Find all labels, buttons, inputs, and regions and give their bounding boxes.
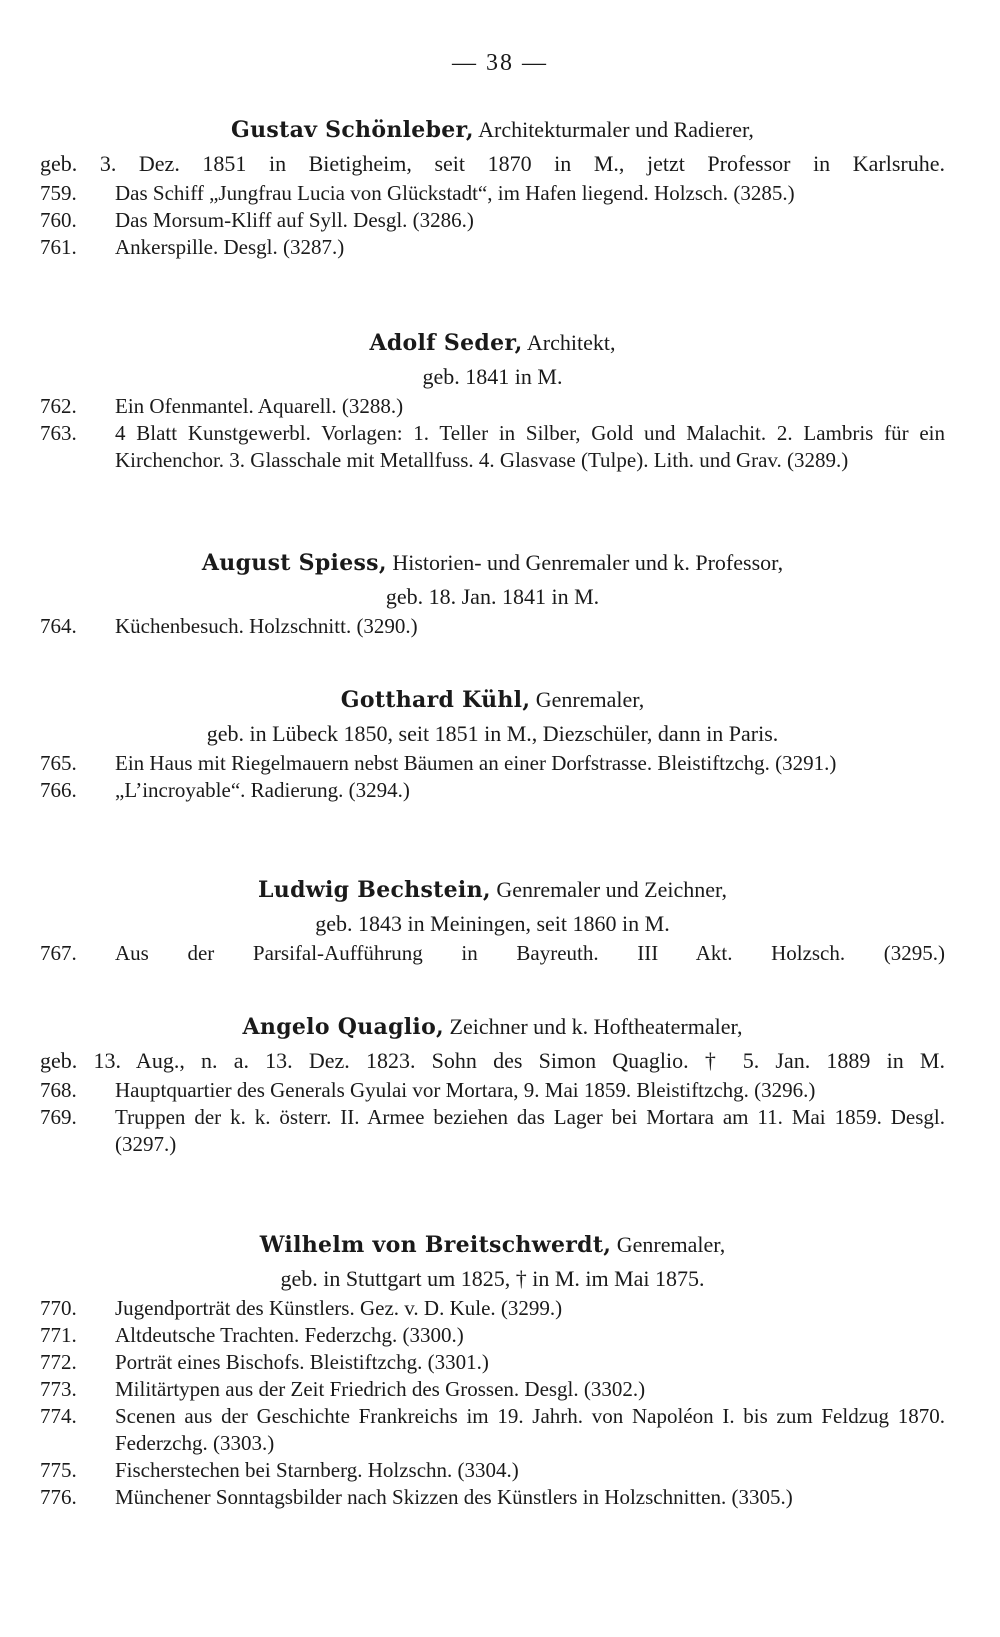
- artist-section-kuehl: [40, 683, 945, 804]
- artist-bio: geb. in Stuttgart um 1825, † in M. im Mai 1875.: [280, 1266, 705, 1291]
- entry-text: 4 Blatt Kunstgewerbl. Vorlagen: 1. Teller in Silber, Gold und Malachit. 2. Lambris für ein Kirchenchor. 3. Glasschale mit Metallfuss. 4. Glasvase (Tulpe). Lith. und Grav. (3289.): [115, 421, 945, 472]
- artist-name: Adolf Seder,: [369, 330, 523, 356]
- artist-role: Historien- und Genremaler und k. Professor,: [386, 550, 784, 575]
- catalog-entry: [40, 777, 945, 804]
- entry-number: 760.: [40, 208, 77, 232]
- entry-number: 761.: [40, 235, 77, 259]
- catalog-entry: [40, 1457, 945, 1484]
- entry-number: 767.: [40, 941, 77, 965]
- entry-text: Truppen der k. k. österr. II. Armee beziehen das Lager bei Mortara am 11. Mai 1859. Desgl. (3297.): [115, 1105, 945, 1156]
- artist-name: Gotthard Kühl,: [340, 687, 531, 713]
- catalog-entry: [40, 1376, 945, 1403]
- catalog-entry: [40, 1295, 945, 1322]
- entry-number: 774.: [40, 1404, 77, 1428]
- artist-title-line: [40, 113, 945, 147]
- entry-number: 776.: [40, 1485, 77, 1509]
- entry-number: 771.: [40, 1323, 77, 1347]
- artist-role: Architekt,: [522, 330, 616, 355]
- catalog-entry: [40, 1403, 945, 1457]
- entry-number: 766.: [40, 778, 77, 802]
- catalog-entry: [40, 1349, 945, 1376]
- entry-text: Das Morsum-Kliff auf Syll. Desgl. (3286.): [115, 208, 474, 232]
- entry-text: Fischerstechen bei Starnberg. Holzschn. (3304.): [115, 1458, 519, 1482]
- artist-title-line: [40, 683, 945, 717]
- artist-title-line: [40, 546, 945, 580]
- artist-role: Genremaler und Zeichner,: [490, 877, 727, 902]
- artist-role: Zeichner und k. Hoftheatermaler,: [444, 1014, 743, 1039]
- entry-text: Aus der Parsifal-Aufführung in Bayreuth. III Akt. Holzsch. (3295.): [115, 941, 945, 965]
- entry-text: Küchenbesuch. Holzschnitt. (3290.): [115, 614, 418, 638]
- entry-number: 762.: [40, 394, 77, 418]
- catalog-entry: [40, 750, 945, 777]
- entry-text: Das Schiff „Jungfrau Lucia von Glückstadt“, im Hafen liegend. Holzsch. (3285.): [115, 181, 795, 205]
- entry-number: 765.: [40, 751, 77, 775]
- artist-title-line: [40, 1228, 945, 1262]
- catalog-entry: [40, 420, 945, 474]
- entry-number: 764.: [40, 614, 77, 638]
- artist-section-bechstein: [40, 873, 945, 967]
- catalog-entry: [40, 207, 945, 234]
- entry-number: 773.: [40, 1377, 77, 1401]
- entry-text: Porträt eines Bischofs. Bleistiftzchg. (3301.): [115, 1350, 489, 1374]
- page-number: — 38 —: [452, 50, 548, 76]
- entry-text: Ankerspille. Desgl. (3287.): [115, 235, 345, 259]
- entry-text: Ein Haus mit Riegelmauern nebst Bäumen an einer Dorfstrasse. Bleistiftzchg. (3291.): [115, 751, 837, 775]
- artist-heading: [40, 546, 945, 613]
- entry-number: 768.: [40, 1078, 77, 1102]
- artist-heading: [40, 326, 945, 393]
- catalog-entry: [40, 1077, 945, 1104]
- artist-bio: geb. 3. Dez. 1851 in Bietigheim, seit 1870 in M., jetzt Professor in Karlsruhe.: [40, 151, 945, 176]
- artist-heading: [40, 1228, 945, 1295]
- artist-heading: [40, 873, 945, 940]
- artist-name: Gustav Schönleber,: [231, 117, 474, 143]
- catalog-entry: [40, 180, 945, 207]
- entry-text: Jugendporträt des Künstlers. Gez. v. D. Kule. (3299.): [115, 1296, 563, 1320]
- artist-role: Architekturmaler und Radierer,: [473, 117, 754, 142]
- artist-role: Genremaler,: [530, 687, 645, 712]
- entry-number: 763.: [40, 421, 77, 445]
- catalog-entry: [40, 234, 945, 261]
- artist-name: Ludwig Bechstein,: [258, 877, 491, 903]
- artist-title-line: [40, 1010, 945, 1044]
- artist-bio: geb. 13. Aug., n. a. 13. Dez. 1823. Sohn des Simon Quaglio. † 5. Jan. 1889 in M.: [40, 1048, 945, 1073]
- entry-text: Hauptquartier des Generals Gyulai vor Mortara, 9. Mai 1859. Bleistiftzchg. (3296.): [115, 1078, 816, 1102]
- artist-name: Angelo Quaglio,: [242, 1014, 445, 1040]
- artist-name: August Spiess,: [201, 550, 387, 576]
- catalog-entry: [40, 1104, 945, 1158]
- artist-section-seder: [40, 326, 945, 474]
- artist-section-breitschwerdt: [40, 1228, 945, 1511]
- entry-text: Münchener Sonntagsbilder nach Skizzen des Künstlers in Holzschnitten. (3305.): [115, 1485, 793, 1509]
- artist-section-quaglio: [40, 1010, 945, 1158]
- artist-bio: geb. 1841 in M.: [422, 364, 563, 389]
- entry-number: 772.: [40, 1350, 77, 1374]
- artist-heading: [40, 1010, 945, 1077]
- artist-bio: geb. 1843 in Meiningen, seit 1860 in M.: [315, 911, 670, 936]
- catalog-entry: [40, 393, 945, 420]
- artist-section-spiess: [40, 546, 945, 640]
- entry-text: Ein Ofenmantel. Aquarell. (3288.): [115, 394, 404, 418]
- catalog-entry: [40, 613, 945, 640]
- entry-number: 769.: [40, 1105, 77, 1129]
- entry-number: 775.: [40, 1458, 77, 1482]
- entry-text: Scenen aus der Geschichte Frankreichs im 19. Jahrh. von Napoléon I. bis zum Feldzug 1870. Federzchg. (3303.): [115, 1404, 945, 1455]
- entry-number: 770.: [40, 1296, 77, 1320]
- entry-text: Militärtypen aus der Zeit Friedrich des Grossen. Desgl. (3302.): [115, 1377, 646, 1401]
- artist-bio: geb. in Lübeck 1850, seit 1851 in M., Diezschüler, dann in Paris.: [206, 721, 779, 746]
- entry-text: „L’incroyable“. Radierung. (3294.): [115, 778, 410, 802]
- artist-role: Genremaler,: [611, 1232, 726, 1257]
- catalog-entry: [40, 1322, 945, 1349]
- artist-bio: geb. 18. Jan. 1841 in M.: [385, 584, 600, 609]
- catalog-entry: [40, 940, 945, 967]
- artist-heading: [40, 113, 945, 180]
- entry-text: Altdeutsche Trachten. Federzchg. (3300.): [115, 1323, 464, 1347]
- artist-name: Wilhelm von Breitschwerdt,: [259, 1232, 612, 1258]
- artist-title-line: [40, 326, 945, 360]
- artist-title-line: [40, 873, 945, 907]
- artist-section-schoenleber: [40, 113, 945, 261]
- entry-number: 759.: [40, 181, 77, 205]
- artist-heading: [40, 683, 945, 750]
- catalog-entry: [40, 1484, 945, 1511]
